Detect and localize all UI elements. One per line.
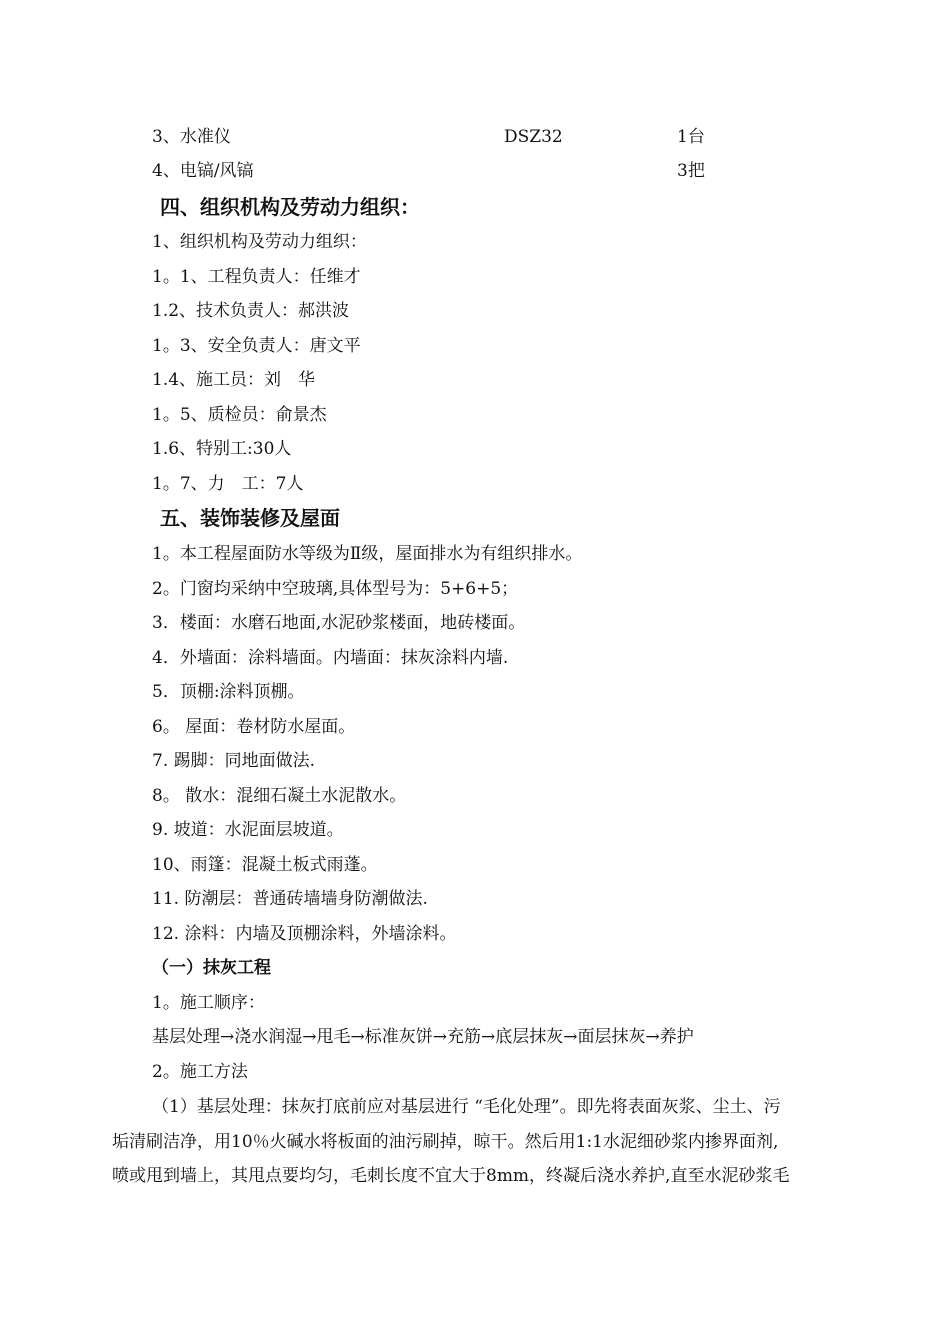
subsection-heading: （一）抹灰工程 xyxy=(152,958,271,978)
paragraph-line: 喷或甩到墙上，其甩点要均匀，毛刺长度不宜大于8mm，终凝后浇水养护,直至水泥砂浆毛 xyxy=(112,1166,790,1186)
process-flow: 基层处理→浇水润湿→甩毛→标准灰饼→充筋→底层抹灰→面层抹灰→养护 xyxy=(152,1027,694,1047)
equipment-qty: 3把 xyxy=(677,161,705,181)
list-item: 1。施工顺序： xyxy=(152,993,265,1013)
paragraph-line: （1）基层处理：抹灰打底前应对基层进行 “毛化处理”。即先将表面灰浆、尘土、污 xyxy=(152,1097,781,1117)
list-item: 1、组织机构及劳动力组织： xyxy=(152,232,367,252)
list-item: 2。施工方法 xyxy=(152,1062,248,1082)
equipment-name: 3、水准仪 xyxy=(152,127,231,147)
section-heading: 四、组织机构及劳动力组织： xyxy=(160,195,420,219)
list-item: 4．外墙面：涂料墙面。内墙面：抹灰涂料内墙. xyxy=(152,648,509,668)
list-item: 1。本工程屋面防水等级为Ⅱ级，屋面排水为有组织排水。 xyxy=(152,544,583,564)
equipment-row xyxy=(152,125,705,149)
equipment-row xyxy=(152,159,705,183)
section-heading: 五、装饰装修及屋面 xyxy=(160,506,340,530)
list-item: 1.6、特别工:30人 xyxy=(152,439,292,459)
list-item: 8。 散水：混细石凝土水泥散水。 xyxy=(152,786,407,806)
list-item: 1。5、质检员：俞景杰 xyxy=(152,405,327,425)
list-item: 10、雨篷：混凝土板式雨蓬。 xyxy=(152,855,378,875)
equipment-model: DSZ32 xyxy=(504,127,563,147)
equipment-qty: 1台 xyxy=(677,127,705,147)
list-item: 3．楼面：水磨石地面,水泥砂浆楼面，地砖楼面。 xyxy=(152,613,526,633)
list-item: 9. 坡道：水泥面层坡道。 xyxy=(152,820,344,840)
paragraph-line: 垢清刷洁净，用10％火碱水将板面的油污刷掉，晾干。然后用1:1水泥细砂浆内掺界面剂, xyxy=(112,1132,779,1152)
equipment-name: 4、电镐/风镐 xyxy=(152,161,254,181)
list-item: 12. 涂料：内墙及顶棚涂料，外墙涂料。 xyxy=(152,924,457,944)
list-item: 11. 防潮层：普通砖墙墙身防潮做法. xyxy=(152,889,428,909)
list-item: 6。 屋面：卷材防水屋面。 xyxy=(152,717,356,737)
list-item: 1.2、技术负责人：郝洪波 xyxy=(152,301,350,321)
list-item: 1。3、安全负责人：唐文平 xyxy=(152,336,361,356)
list-item: 1。7、力 工：7人 xyxy=(152,474,304,494)
list-item: 2。门窗均采纳中空玻璃,具体型号为：5+6+5； xyxy=(152,579,519,599)
list-item: 1.4、施工员：刘 华 xyxy=(152,370,316,390)
list-item: 5．顶棚:涂料顶棚。 xyxy=(152,682,305,702)
list-item: 7. 踢脚：同地面做法. xyxy=(152,751,316,771)
list-item: 1。1、工程负责人：任维才 xyxy=(152,267,361,287)
